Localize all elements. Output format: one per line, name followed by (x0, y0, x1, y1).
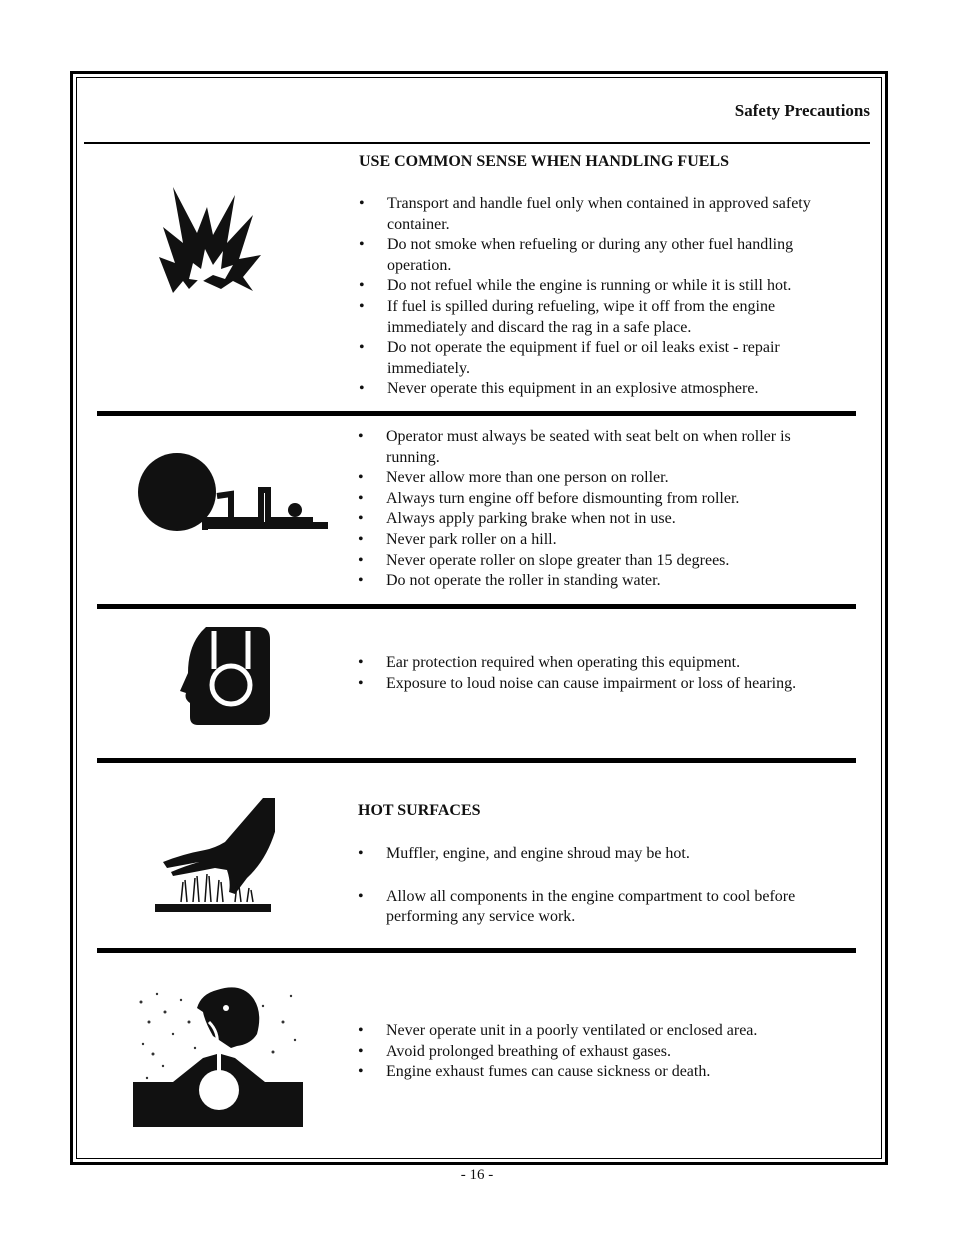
section-divider (97, 411, 856, 416)
ear-bullet-list (358, 653, 818, 694)
roller-bullet-list (358, 427, 828, 592)
header-divider (84, 142, 870, 144)
fuel-section-heading: USE COMMON SENSE WHEN HANDLING FUELS (359, 153, 729, 170)
page-number: - 16 - (460, 1167, 494, 1183)
list-item: • Exposure to loud noise can cause impairment or loss of hearing. (358, 674, 818, 695)
list-item: • Never allow more than one person on roller. (358, 468, 828, 489)
hot-surfaces-heading: HOT SURFACES (358, 802, 481, 819)
list-item: • Never operate unit in a poorly ventilated or enclosed area. (358, 1021, 818, 1042)
hot-surfaces-bullet-list (358, 844, 838, 928)
fuel-bullet-list (359, 194, 849, 400)
list-item: • Always apply parking brake when not in use. (358, 509, 828, 530)
list-item: • Never park roller on a hill. (358, 530, 828, 551)
ear-protection-icon (178, 625, 272, 729)
list-item: • Ear protection required when operating this equipment. (358, 653, 818, 674)
list-item: • Do not operate the equipment if fuel or oil leaks exist - repair immediately. (359, 338, 849, 379)
hot-surface-icon (155, 796, 275, 916)
list-item: • Always turn engine off before dismounting from roller. (358, 489, 828, 510)
page-title: Safety Precautions (734, 101, 870, 120)
fumes-bullet-list (358, 1021, 818, 1083)
crush-hazard-icon (135, 450, 330, 535)
list-item: • If fuel is spilled during refueling, wipe it off from the engine immediately and discard the rag in a safe place. (359, 297, 849, 338)
list-item: • Do not refuel while the engine is running or while it is still hot. (359, 276, 849, 297)
list-item: • Transport and handle fuel only when contained in approved safety container. (359, 194, 849, 235)
explosion-icon (155, 185, 265, 295)
list-item: • Operator must always be seated with seat belt on when roller is running. (358, 427, 828, 468)
list-item: • Muffler, engine, and engine shroud may be hot. (358, 844, 838, 865)
list-item: • Avoid prolonged breathing of exhaust gases. (358, 1042, 818, 1063)
section-divider (97, 948, 856, 953)
list-item: • Allow all components in the engine compartment to cool before performing any service work. (358, 887, 838, 928)
list-item: • Never operate this equipment in an explosive atmosphere. (359, 379, 849, 400)
list-item: • Do not smoke when refueling or during any other fuel handling operation. (359, 235, 849, 276)
list-item: • Do not operate the roller in standing water. (358, 571, 828, 592)
section-divider (97, 604, 856, 609)
list-item: • Engine exhaust fumes can cause sickness or death. (358, 1062, 818, 1083)
toxic-fumes-icon (133, 982, 305, 1127)
section-divider (97, 758, 856, 763)
list-item: • Never operate roller on slope greater than 15 degrees. (358, 551, 828, 572)
